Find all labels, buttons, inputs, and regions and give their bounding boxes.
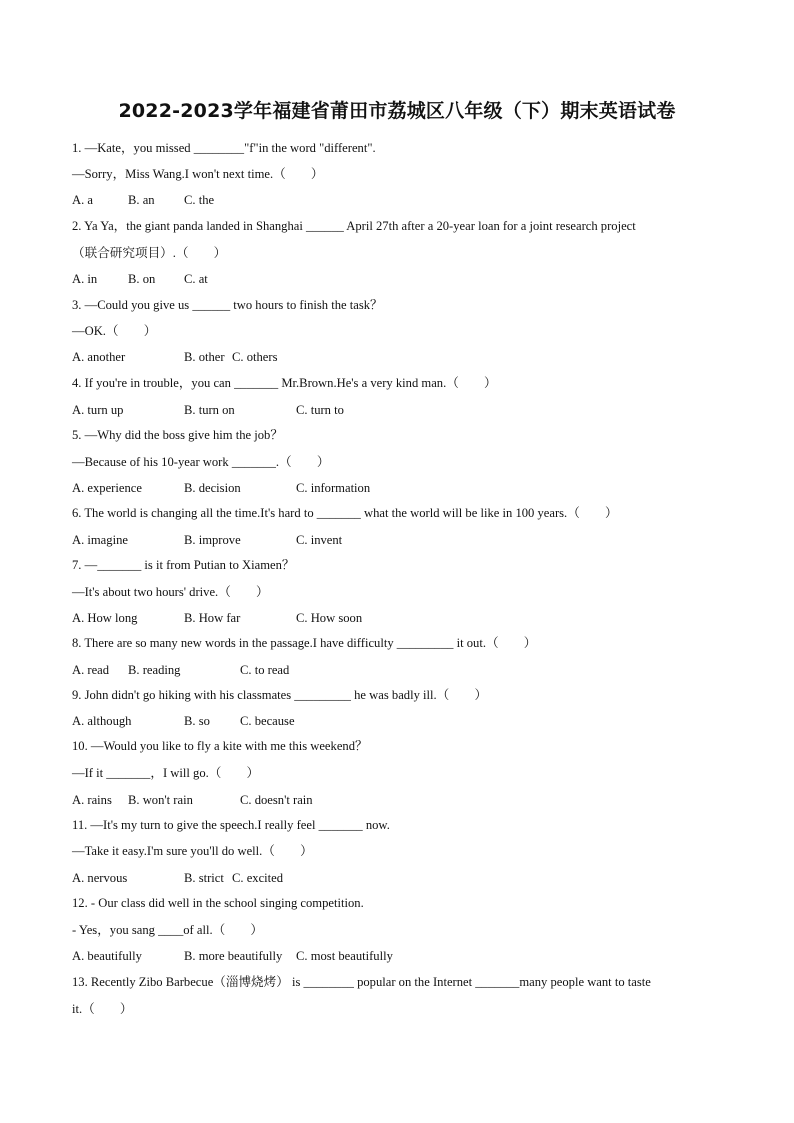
q4-options — [72, 402, 732, 418]
q10-stem: 10. —Would you like to fly a kite with me this weekend？ — [72, 739, 368, 753]
q4-option-c[interactable]: C. turn to — [296, 403, 344, 417]
q12-reply: - Yes，you sang ____of all.（ ） — [72, 923, 264, 937]
q12-option-a[interactable]: A. beautifully — [72, 949, 142, 963]
q11-options — [72, 870, 732, 886]
q3-options — [72, 349, 732, 365]
q2-stem-cont: （联合研究项目）.（ ） — [72, 246, 227, 260]
q11-option-c[interactable]: C. excited — [232, 871, 284, 885]
q3-option-a[interactable]: A. another — [72, 350, 126, 364]
q11-option-a[interactable]: A. nervous — [72, 871, 128, 885]
q5-option-c[interactable]: C. information — [296, 481, 371, 495]
q4-stem: 4. If you're in trouble，you can _______ Mr.Brown.He's a very kind man.（ ） — [72, 376, 497, 390]
q1-option-c[interactable]: C. the — [184, 193, 215, 207]
q1-stem: 1. —Kate，you missed ________"f"in the word "different". — [72, 141, 376, 155]
q3-option-c[interactable]: C. others — [232, 350, 278, 364]
q3-stem: 3. —Could you give us ______ two hours to finish the task？ — [72, 298, 383, 312]
q13-stem-cont: it.（ ） — [72, 1002, 133, 1016]
q2-stem: 2. Ya Ya，the giant panda landed in Shanghai ______ April 27th after a 20-year loan for a joint research project — [72, 219, 636, 233]
q5-option-a[interactable]: A. experience — [72, 481, 142, 495]
q4-option-a[interactable]: A. turn up — [72, 403, 124, 417]
q8-option-a[interactable]: A. read — [72, 663, 110, 677]
q10-reply: —If it _______，I will go.（ ） — [72, 766, 260, 780]
q2-option-b[interactable]: B. on — [128, 272, 156, 286]
q8-option-c[interactable]: C. to read — [240, 663, 290, 677]
q11-reply: —Take it easy.I'm sure you'll do well.（ ） — [72, 844, 313, 858]
q5-option-b[interactable]: B. decision — [184, 481, 241, 495]
q12-stem: 12. - Our class did well in the school singing competition. — [72, 896, 364, 910]
q10-option-b[interactable]: B. won't rain — [128, 793, 193, 807]
q2-options — [72, 271, 732, 287]
q3-option-b[interactable]: B. other — [184, 350, 225, 364]
q3-reply: —OK.（ ） — [72, 324, 157, 338]
q5-reply: —Because of his 10-year work _______.（ ） — [72, 455, 330, 469]
q12-option-b[interactable]: B. more beautifully — [184, 949, 283, 963]
q1-option-a[interactable]: A. a — [72, 193, 93, 207]
q7-option-a[interactable]: A. How long — [72, 611, 138, 625]
q6-options — [72, 532, 732, 548]
q6-option-c[interactable]: C. invent — [296, 533, 343, 547]
q8-options — [72, 662, 732, 678]
q7-options — [72, 610, 732, 626]
q11-stem: 11. —It's my turn to give the speech.I really feel _______ now. — [72, 818, 390, 832]
q11-option-b[interactable]: B. strict — [184, 871, 224, 885]
q1-reply: —Sorry，Miss Wang.I won't next time.（ ） — [72, 167, 324, 181]
q9-options — [72, 713, 732, 729]
q8-option-b[interactable]: B. reading — [128, 663, 181, 677]
q6-option-b[interactable]: B. improve — [184, 533, 241, 547]
q12-option-c[interactable]: C. most beautifully — [296, 949, 393, 963]
q2-option-a[interactable]: A. in — [72, 272, 98, 286]
q5-stem: 5. —Why did the boss give him the job？ — [72, 428, 283, 442]
q1-options — [72, 192, 732, 208]
q6-option-a[interactable]: A. imagine — [72, 533, 128, 547]
q7-reply: —It's about two hours' drive.（ ） — [72, 585, 269, 599]
exam-title: 2022-2023学年福建省莆田市荔城区八年级（下）期末英语试卷 — [118, 100, 676, 122]
q2-option-c[interactable]: C. at — [184, 272, 208, 286]
q7-option-b[interactable]: B. How far — [184, 611, 241, 625]
q9-option-b[interactable]: B. so — [184, 714, 210, 728]
q5-options — [72, 480, 732, 496]
q10-option-a[interactable]: A. rains — [72, 793, 112, 807]
q9-option-a[interactable]: A. although — [72, 714, 132, 728]
q4-option-b[interactable]: B. turn on — [184, 403, 235, 417]
q1-option-b[interactable]: B. an — [128, 193, 155, 207]
q10-option-c[interactable]: C. doesn't rain — [240, 793, 313, 807]
q10-options — [72, 792, 732, 808]
q8-stem: 8. There are so many new words in the passage.I have difficulty _________ it out.（ ） — [72, 636, 537, 650]
q9-option-c[interactable]: C. because — [240, 714, 295, 728]
q13-stem: 13. Recently Zibo Barbecue（淄博烧烤） is ________ popular on the Internet _______many people want to taste — [72, 975, 651, 989]
q9-stem: 9. John didn't go hiking with his classmates _________ he was badly ill.（ ） — [72, 688, 488, 702]
q12-options — [72, 948, 732, 964]
q7-option-c[interactable]: C. How soon — [296, 611, 363, 625]
q6-stem: 6. The world is changing all the time.It's hard to _______ what the world will be like in 100 years.（ ） — [72, 506, 618, 520]
q7-stem: 7. —_______ is it from Putian to Xiamen？ — [72, 558, 295, 572]
